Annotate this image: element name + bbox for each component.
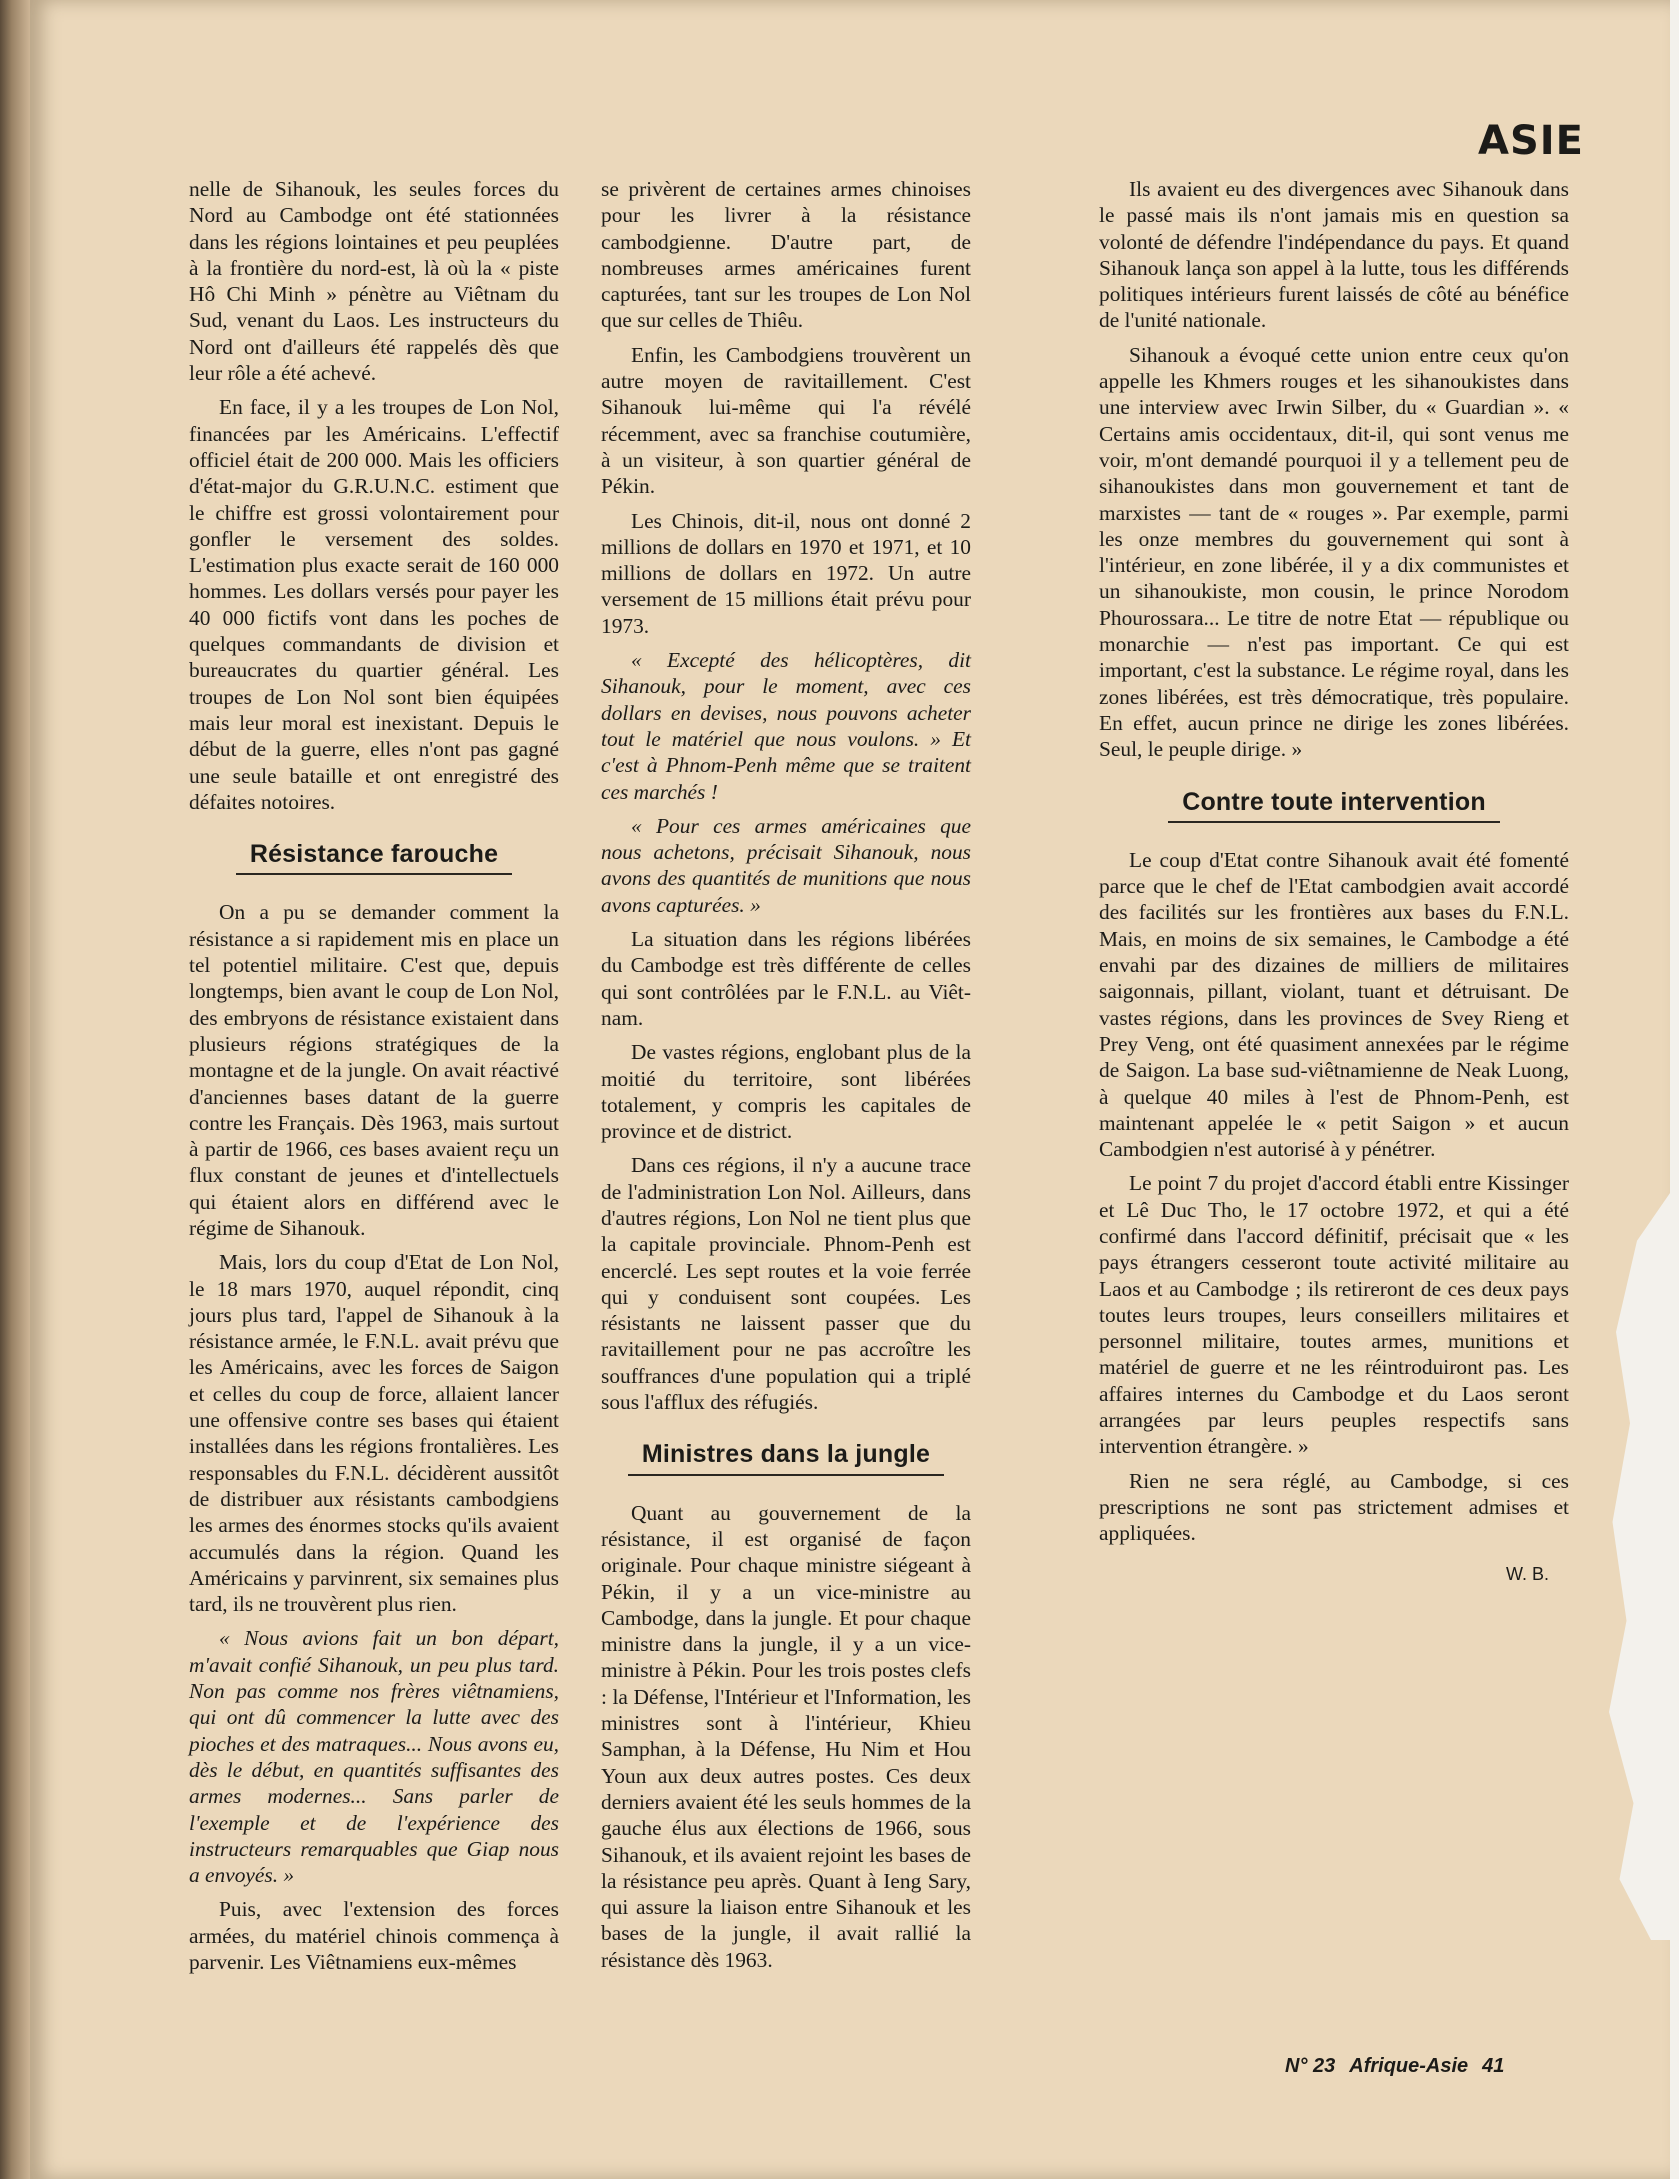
paragraph: Mais, lors du coup d'Etat de Lon Nol, le 18 mars 1970, auquel répondit, cinq jours plus tard, l'appel de Sihanouk à la résistance armée, le F.N.L. avait prévu que les Américains, avec les forces de Saigon et celles du coup de force, allaient lancer une offensive contre ses bases qui étaient installées dans les régions frontalières. Les responsables du F.N.L. décidèrent aussitôt de distribuer aux résistants cambodgiens les armes des énormes stocks qu'ils avaient accumulés dans la région. Quand les Américains y parvinrent, six semaines plus tard, ils ne trouvèrent plus rien. <box>189 1250 559 1617</box>
paragraph: Enfin, les Cambodgiens trouvèrent un autre moyen de ravitaillement. C'est Sihanouk lui-même qui l'a révélé récemment, avec sa franchise coutumière, à un visiteur, à son quartier général de Pékin. <box>601 342 971 499</box>
paragraph: nelle de Sihanouk, les seules forces du Nord au Cambodge ont été stationnées dans les régions lointaines et peu peuplées à la frontière du nord-est, là où la « piste Hô Chi Minh » pénètre au Viêtnam du Sud, venant du Laos. Les instructeurs du Nord ont d'ailleurs été rappelés dès que leur rôle a été achevé. <box>189 177 559 386</box>
paragraph: Sihanouk a évoqué cette union entre ceux qu'on appelle les Khmers rouges et les sihanoukistes dans une interview avec Irwin Silber, du « Guardian ». « Certains amis occidentaux, dit-il, qui sont venus me voir, m'ont demandé pourquoi il y a tellement peu de sihanoukistes dans mon gouvernement et tant de marxistes — tant de « rouges ». Par exemple, parmi les onze membres du gouvernement qui sont à l'intérieur, en zone libérée, il y a dix communistes et un sihanoukiste, mon cousin, le prince Norodom Phourossara... Le titre de notre Etat — république ou monarchie — n'est pas important. Ce qui est important, c'est la substance. Le régime royal, dans les zones libérées, est très démocratique, très populaire. En effet, aucun prince ne dirige les zones libérées. Seul, le peuple dirige. » <box>1099 342 1569 762</box>
subheading-text: Résistance farouche <box>236 841 512 875</box>
binding-spine <box>0 0 30 2179</box>
paragraph: Puis, avec l'extension des forces armées, du matériel chinois commença à parvenir. Les Viêtnamiens eux-mêmes <box>189 1897 559 1974</box>
paragraph: On a pu se demander comment la résistance a si rapidement mis en place un tel potentiel militaire. C'est que, depuis longtemps, bien avant le coup de Lon Nol, des embryons de résistance existaient dans plusieurs régions stratégiques de la montagne et de la jungle. On avait réactivé d'anciennes bases datant de la guerre contre les Français. Dès 1963, mais surtout à partir de 1966, ces bases avaient reçu un flux constant de jeunes et d'intellectuels qui étaient alors en différend avec le régime de Sihanouk. <box>189 900 559 1240</box>
author-signature: W. B. <box>1505 1563 1549 1584</box>
paragraph: Quant au gouvernement de la résistance, il est organisé de façon originale. Pour chaque ministre siégeant à Pékin, il y a un vice-ministre au Cambodge, dans la jungle. Et pour chaque ministre dans la jungle, il y a un vice-ministre à Pékin. Pour les trois postes clefs : la Défense, l'Intérieur et l'Information, les ministres sont à l'intérieur, Khieu Samphan, à la Défense, Hu Nim et Hou Youn aux deux autres postes. Ces deux derniers avaient été les seuls hommes de la gauche élus aux élections de 1966, sous Sihanouk, et ils avaient rejoint les bases de la résistance peu après. Quant à Ieng Sary, qui assure la liaison entre Sihanouk et les bases de la jungle, il avait rallié la résistance dès 1963. <box>601 1500 971 1972</box>
paragraph: La situation dans les régions libérées du Cambodge est très différente de celles qui sont contrôlées par le F.N.L. au Viêt-nam. <box>601 927 971 1030</box>
paragraph: Le coup d'Etat contre Sihanouk avait été fomenté parce que le chef de l'Etat cambodgien avait accordé des facilités sur les frontières aux bases du F.N.L. Mais, en moins de six semaines, le Cambodge a été envahi par des dizaines de milliers de militaires saigonnais, pillant, violant, tuant et détruisant. De vastes régions, dans les provinces de Svey Rieng et Prey Veng, ont été quasiment annexées par le régime de Saigon. La base sud-viêtnamienne de Neak Luong, à quelque 40 miles à l'est de Phnom-Penh, est maintenant appelée le « petit Saigon » et aucun Cambodgien n'est autorisé à y pénétrer. <box>1099 847 1569 1162</box>
quote-paragraph: « Pour ces armes américaines que nous achetons, précisait Sihanouk, nous avons des quantités de munitions que nous avons capturées. » <box>601 813 971 917</box>
paragraph: En face, il y a les troupes de Lon Nol, financées par les Américains. L'effectif officiel était de 200 000. Mais les officiers d'état-major du G.R.U.N.C. estiment que le chiffre est grossi volontairement pour gonfler le versement des soldes. L'estimation plus exacte serait de 160 000 hommes. Les dollars versés pour payer les 40 000 fictifs vont dans les poches de quelques commandants de division et bureaucrates du quartier général. Les troupes de Lon Nol sont bien équipées mais leur moral est inexistant. Depuis le début de la guerre, elles n'ont pas gagné une seule bataille et ont enregistré des défaites notoires. <box>189 395 559 814</box>
subheading-resistance <box>189 841 559 875</box>
issue-number: N° 23 <box>1285 2055 1336 2077</box>
quote-paragraph: « Excepté des hélicoptères, dit Sihanouk, pour le moment, avec ces dollars en devises, nous pouvons acheter tout le matériel que nous voulons. » Et c'est à Phnom-Penh même que se traitent ces marchés ! <box>601 648 971 804</box>
paragraph: Les Chinois, dit-il, nous ont donné 2 millions de dollars en 1970 et 1971, et 10 millions de dollars en 1972. Un autre versement de 15 millions était prévu pour 1973. <box>601 508 971 638</box>
column-2 <box>601 176 971 1981</box>
page-footer <box>1285 2055 1518 2078</box>
subheading-text: Ministres dans la jungle <box>628 1441 944 1475</box>
column-3 <box>1099 176 1569 1587</box>
section-header: ASIE <box>1478 118 1584 164</box>
paragraph: Dans ces régions, il n'y a aucune trace de l'administration Lon Nol. Ailleurs, dans d'autres régions, Lon Nol ne tient plus que la capitale provinciale. Phnom-Penh est encerclé. Les sept routes et la voie ferrée qui y conduisent sont coupées. Les résistants ne laissent passer que du ravitaillement pour ne pas accroître les souffrances d'une population qui a triplé sous l'afflux des réfugiés. <box>601 1153 971 1415</box>
subheading-intervention <box>1099 789 1569 823</box>
column-1 <box>189 176 559 1983</box>
paragraph: Rien ne sera réglé, au Cambodge, si ces prescriptions ne sont pas strictement admises et appliquées. <box>1099 1468 1569 1546</box>
subheading-ministres <box>601 1441 971 1475</box>
quote-paragraph: « Nous avions fait un bon départ, m'avait confié Sihanouk, un peu plus tard. Non pas comme nos frères viêtnamiens, qui ont dû commencer la lutte avec des pioches et des matraques... Nous avons eu, dès le début, en quantités suffisantes des armes modernes... Sans parler de l'exemple et de l'expérience des instructeurs remarquables que Giap nous a envoyés. » <box>189 1626 559 1888</box>
subheading-text: Contre toute intervention <box>1168 789 1500 823</box>
paragraph: se privèrent de certaines armes chinoises pour les livrer à la résistance cambodgienne. D'autre part, de nombreuses armes américaines furent capturées, tant sur les troupes de Lon Nol que sur celles de Thiêu. <box>601 177 971 333</box>
page-number: 41 <box>1482 2055 1505 2077</box>
paragraph: Ils avaient eu des divergences avec Sihanouk dans le passé mais ils n'ont jamais mis en question sa volonté de défendre l'indépendance du pays. Et quand Sihanouk lança son appel à la lutte, tous les différends politiques intérieurs furent laissés de côté au bénéfice de l'unité nationale. <box>1099 177 1569 333</box>
paragraph: De vastes régions, englobant plus de la moitié du territoire, sont libérées totalement, y compris les capitales de province et de district. <box>601 1040 971 1144</box>
paragraph: Le point 7 du projet d'accord établi entre Kissinger et Lê Duc Tho, le 17 octobre 1972, et qui a été confirmé dans l'accord définitif, précisait que « les pays étrangers cesseront toute activité militaire au Laos et au Cambodge ; ils retireront de ces deux pays toutes leurs troupes, leurs conseillers militaires et personnel militaire, toutes armes, munitions et matériel de guerre et ne les réintroduiront pas. Les affaires internes du Cambodge et du Laos seront arrangées par leurs peuples respectifs sans intervention étrangère. » <box>1099 1171 1569 1459</box>
magazine-name: Afrique-Asie <box>1349 2055 1469 2077</box>
